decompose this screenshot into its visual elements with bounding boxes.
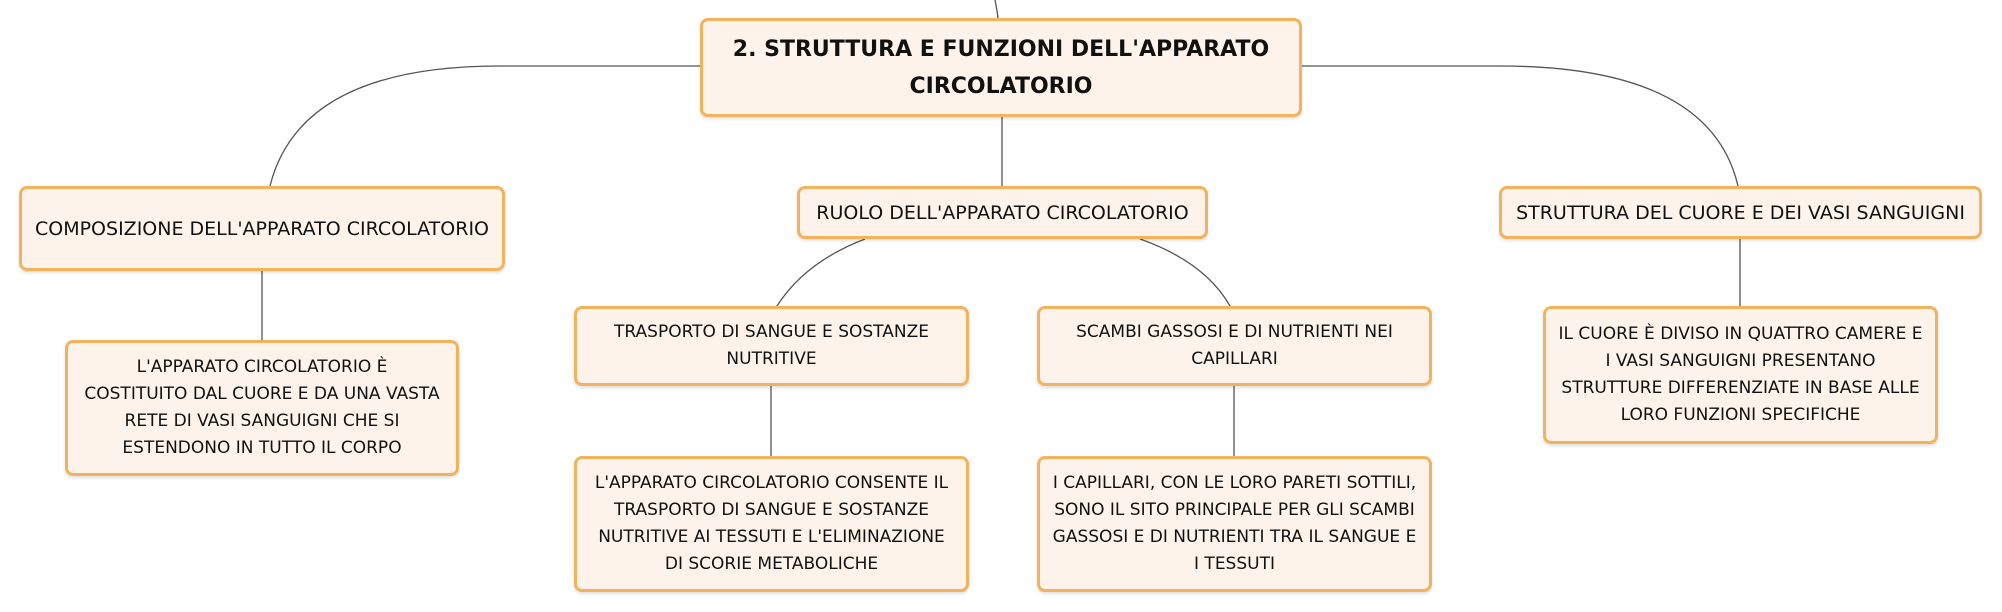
connector-ruolo-to-scambi <box>1140 239 1230 306</box>
branch-ruolo[interactable] <box>797 186 1208 239</box>
root-node[interactable] <box>700 18 1302 117</box>
branch-struttura[interactable] <box>1499 186 1982 239</box>
struttura-detail-text: IL CUORE È DIVISO IN QUATTRO CAMERE E I VASI SANGUIGNI PRESENTANO STRUTTURE DIFFERENZIATE IN BASE ALLE LORO FUNZIONI SPECIFICHE <box>1558 324 1923 425</box>
composizione-detail-text: L'APPARATO CIRCOLATORIO È COSTITUITO DAL CUORE E DA UNA VASTA RETE DI VASI SANGUIGNI CHE SI ESTENDONO IN TUTTO IL CORPO <box>84 357 440 458</box>
branch-ruolo-label: RUOLO DELL'APPARATO CIRCOLATORIO <box>816 201 1189 224</box>
root-title: 2. STRUTTURA E FUNZIONI DELL'APPARATO CIRCOLATORIO <box>732 36 1270 99</box>
ruolo-trasporto-label: TRASPORTO DI SANGUE E SOSTANZE NUTRITIVE <box>614 322 929 369</box>
composizione-detail[interactable] <box>65 340 459 476</box>
trasporto-detail[interactable] <box>574 456 969 592</box>
struttura-detail[interactable] <box>1543 306 1938 444</box>
branch-struttura-label: STRUTTURA DEL CUORE E DEI VASI SANGUIGNI <box>1516 201 1965 224</box>
ruolo-scambi-label: SCAMBI GASSOSI E DI NUTRIENTI NEI CAPILLARI <box>1076 322 1393 369</box>
branch-composizione[interactable] <box>19 186 505 271</box>
ruolo-scambi[interactable] <box>1037 306 1432 386</box>
branch-composizione-label: COMPOSIZIONE DELL'APPARATO CIRCOLATORIO <box>34 217 489 240</box>
connector-root-to-struttura <box>1302 66 1738 186</box>
connector-to-parent <box>995 0 998 18</box>
scambi-detail[interactable] <box>1037 456 1432 592</box>
ruolo-trasporto[interactable] <box>574 306 969 386</box>
connector-root-to-composizione <box>270 66 700 186</box>
connector-ruolo-to-trasporto <box>777 239 865 306</box>
scambi-detail-text: I CAPILLARI, CON LE LORO PARETI SOTTILI, SONO IL SITO PRINCIPALE PER GLI SCAMBI GASSOSI E DI NUTRIENTI TRA IL SANGUE E I TESSUTI <box>1052 473 1417 574</box>
trasporto-detail-text: L'APPARATO CIRCOLATORIO CONSENTE IL TRASPORTO DI SANGUE E SOSTANZE NUTRITIVE AI TESSUTI E L'ELIMINAZIONE DI SCORIE METABOLICHE <box>594 473 949 574</box>
